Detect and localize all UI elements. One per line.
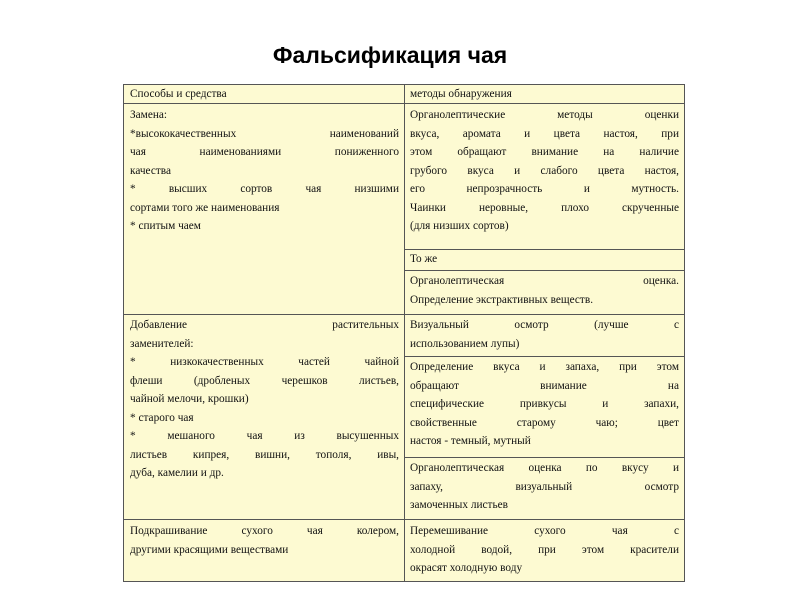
- row-divider: [124, 519, 684, 520]
- cell-coloring: Подкрашивание сухого чая колером, другими красящими веществами: [130, 525, 399, 556]
- cell-taste-smell: Определение вкуса и запаха, при этом обращают внимание на специфические привкусы и запахи, свойственные старому чаю; цвет настоя - темный, мутный: [410, 361, 679, 447]
- cell-organoleptic: Органолептические методы оценки вкуса, аромата и цвета настоя, при этом обращают внимание на наличие грубого вкуса и слабого цвета настоя, его непрозрачность и мутность. Чаинки неровные, плохо скрученные (для низших сортов): [410, 109, 679, 232]
- row-divider: [124, 314, 684, 315]
- row-divider: [404, 356, 684, 357]
- header-cell-detection: методы обнаружения: [410, 88, 512, 100]
- cell-organoleptic-extract: Органолептическая оценка. Определение экстрактивных веществ.: [410, 275, 679, 306]
- page-title: Фальсификация чая: [272, 42, 508, 68]
- cell-additives: Добавление растительных заменителей: * низкокачественных частей чайной флеши (дробленых черешков листьев, чайной мелочи, крошки) * старого чая * мешаного чая из высушенных листьев кипрея, вишни, тополя, ивы, дуба, камелии и др.: [130, 319, 399, 479]
- row-divider: [404, 457, 684, 458]
- cell-visual: Визуальный осмотр (лучше с использованием лупы): [410, 319, 679, 350]
- falsification-table: [123, 84, 685, 582]
- header-cell-methods: Способы и средства: [130, 88, 227, 100]
- cell-mixing: Перемешивание сухого чая с холодной водой, при этом красители окрасят холодную воду: [410, 525, 679, 574]
- cell-organoleptic-taste: Органолептическая оценка по вкусу и запаху, визуальный осмотр замоченных листьев: [410, 462, 679, 511]
- cell-replacement: Замена: *высококачественных наименований чая наименованиями пониженного качества * высших сортов чая низшими сортами того же наименования * спитым чаем: [130, 109, 399, 232]
- row-divider: [404, 270, 684, 271]
- cell-same: То же: [410, 253, 438, 265]
